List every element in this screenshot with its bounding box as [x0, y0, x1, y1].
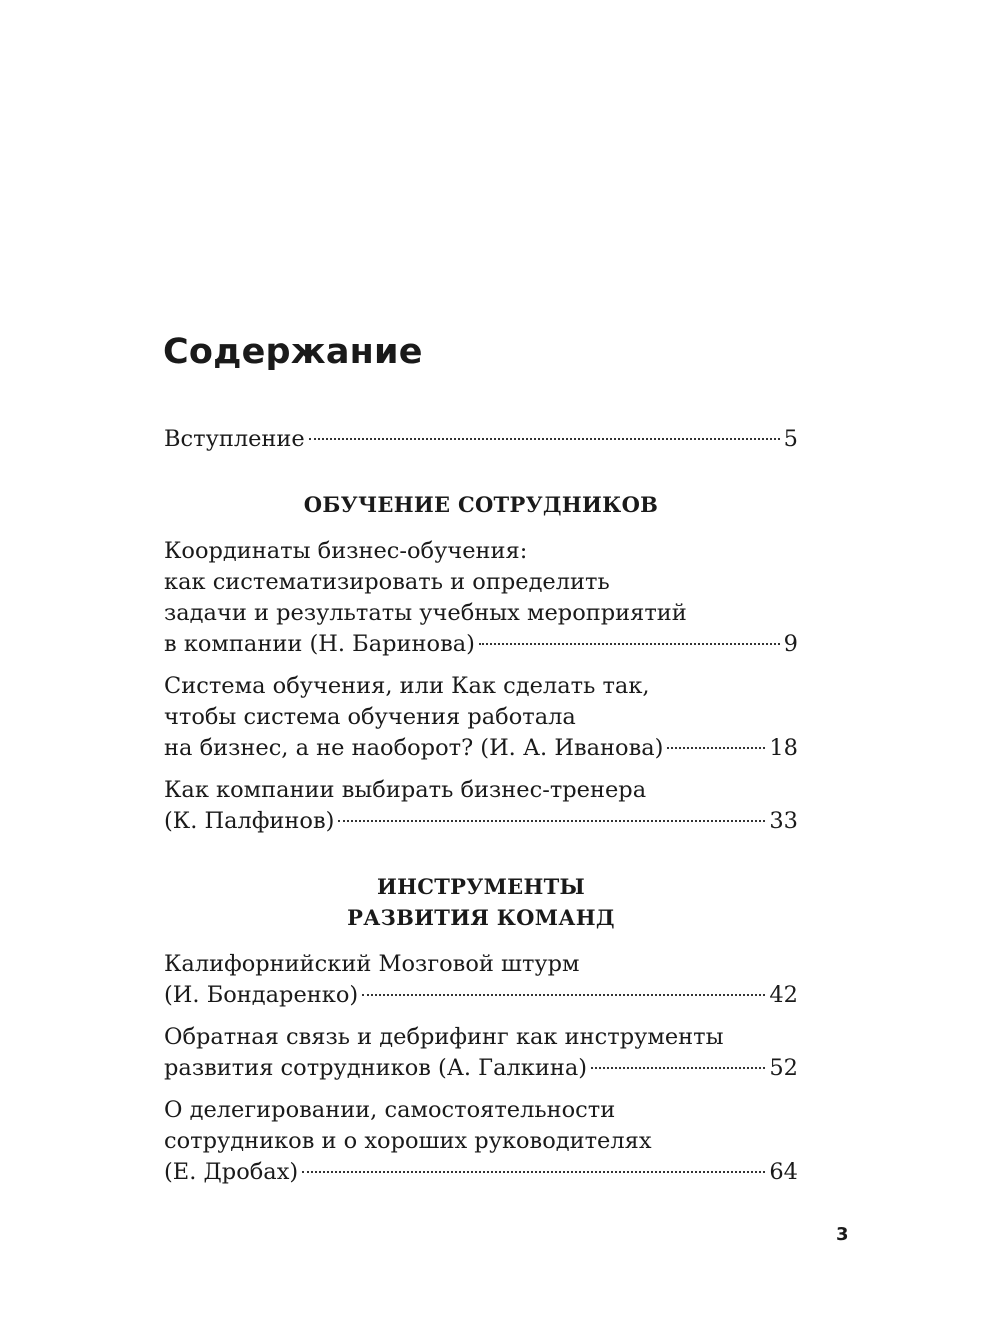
entry-title-line: развития сотрудников (А. Галкина) [164, 1055, 588, 1081]
section-heading-line: РАЗВИТИЯ КОМАНД [347, 905, 615, 930]
entry-page-number: 18 [769, 735, 798, 761]
entry-title-line: Вступление [164, 426, 305, 452]
entry-last-line [164, 629, 798, 660]
entry-title-line: как систематизировать и определить [164, 569, 610, 595]
section-heading-line: ИНСТРУМЕНТЫ [376, 874, 586, 899]
entry-title-line: в компании (Н. Баринова) [164, 631, 475, 657]
entry-page-number: 64 [769, 1159, 798, 1185]
entry-last-line [164, 1157, 798, 1188]
dot-leader [302, 1171, 765, 1173]
toc-entry[interactable] [164, 671, 798, 764]
dot-leader [309, 438, 780, 440]
dot-leader [338, 820, 765, 822]
entry-title-line: (Е. Дробах) [164, 1159, 299, 1185]
entry-last-line [164, 1053, 798, 1084]
entry-title-line: Координаты бизнес-обучения: [164, 538, 528, 564]
dot-leader [479, 643, 780, 645]
entry-title-line: Калифорнийский Мозговой штурм [164, 951, 580, 977]
entry-page-number: 42 [769, 982, 798, 1008]
entry-last-line [164, 806, 798, 837]
dot-leader [667, 747, 765, 749]
toc-entry[interactable] [164, 1022, 798, 1084]
entry-last-line [164, 733, 798, 764]
entry-last-line [164, 424, 798, 455]
entry-title-line: (И. Бондаренко) [164, 982, 359, 1008]
entry-last-line [164, 980, 798, 1011]
entry-title-line: Система обучения, или Как сделать так, [164, 673, 650, 699]
entry-title-line: чтобы система обучения работала [164, 704, 576, 730]
entry-page-number: 33 [769, 808, 798, 834]
entry-page-number: 52 [769, 1055, 798, 1081]
toc-entry[interactable] [164, 536, 798, 660]
entry-title-line: задачи и результаты учебных мероприятий [164, 600, 687, 626]
page-number: 3 [836, 1224, 849, 1245]
toc-title: Содержание [163, 332, 423, 372]
toc-entry[interactable] [164, 424, 798, 455]
dot-leader [591, 1067, 765, 1069]
toc-entry[interactable] [164, 1095, 798, 1188]
entry-title-line: сотрудников и о хороших руководителях [164, 1128, 652, 1154]
toc-entry[interactable] [164, 775, 798, 837]
section-heading-line: ОБУЧЕНИЕ СОТРУДНИКОВ [303, 492, 659, 517]
table-of-contents [164, 424, 798, 1199]
entry-page-number: 5 [783, 426, 798, 452]
section-heading [164, 871, 798, 933]
dot-leader [362, 994, 765, 996]
toc-entry[interactable] [164, 949, 798, 1011]
section-heading [164, 489, 798, 520]
entry-title-line: О делегировании, самостоятельности [164, 1097, 616, 1123]
entry-title-line: Как компании выбирать бизнес-тренера [164, 777, 647, 803]
entry-title-line: (К. Палфинов) [164, 808, 335, 834]
entry-title-line: на бизнес, а не наоборот? (И. А. Иванова) [164, 735, 664, 761]
entry-page-number: 9 [783, 631, 798, 657]
entry-title-line: Обратная связь и дебрифинг как инструменты [164, 1024, 724, 1050]
